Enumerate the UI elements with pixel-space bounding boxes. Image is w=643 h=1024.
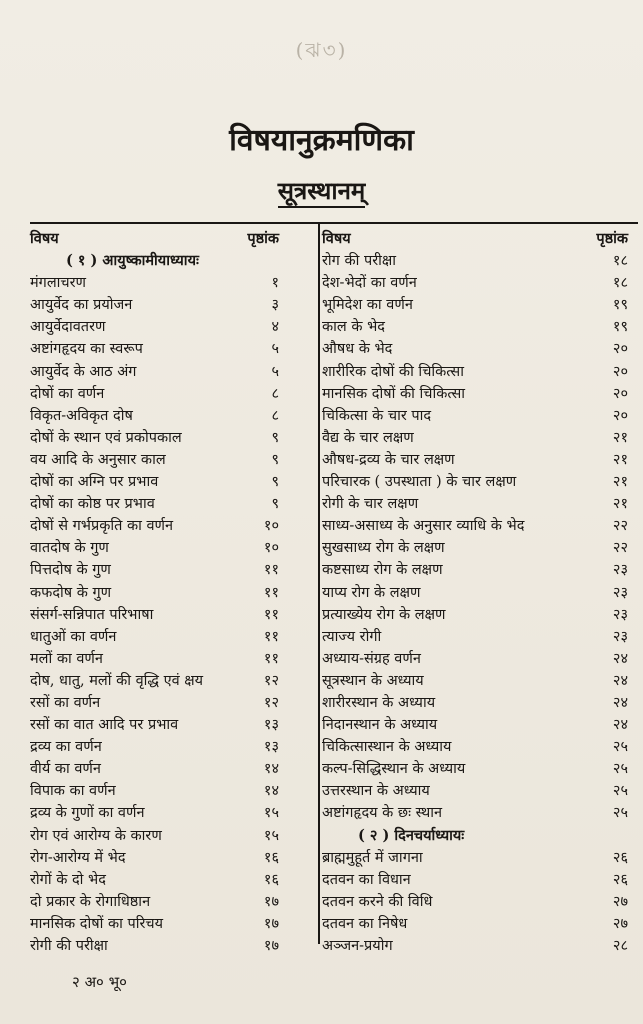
toc-entry [322, 559, 638, 581]
toc-entry [30, 869, 315, 891]
entry-page-number: ११ [263, 628, 279, 645]
entry-topic: रोगी की परीक्षा [30, 938, 108, 954]
entry-topic: कफदोष के गुण [30, 584, 112, 601]
entry-topic: निदानस्थान के अध्याय [322, 717, 438, 734]
toc-entry [30, 493, 315, 515]
entry-page-number: ८ [271, 385, 279, 402]
toc-entry [30, 825, 315, 847]
toc-entry [30, 427, 315, 449]
entry-topic: दोषों का वर्णन [30, 385, 105, 402]
entry-topic: औषध के भेद [322, 341, 393, 358]
toc-header-row [322, 228, 638, 250]
toc-right-column [322, 228, 638, 957]
entry-page-number: २५ [612, 783, 628, 800]
entry-topic: दोषों का अग्नि पर प्रभाव [30, 474, 159, 491]
entry-page-number: ५ [271, 363, 279, 380]
page-title: विषयानुक्रमणिका [229, 123, 414, 158]
toc-entry [30, 405, 315, 427]
entry-page-number: १४ [263, 783, 279, 800]
entry-page-number: २१ [612, 474, 628, 491]
chapter-heading: ( १ ) आयुष्कामीयाध्यायः [66, 252, 199, 270]
toc-entry [322, 338, 638, 360]
toc-entry [322, 714, 638, 736]
entry-page-number: १५ [263, 805, 279, 822]
entry-page-number: १ [271, 275, 279, 292]
toc-entry [30, 338, 315, 360]
entry-topic: ब्राह्ममुहूर्त में जागना [322, 849, 423, 866]
toc-entry [322, 626, 638, 648]
entry-topic: रोग-आरोग्य में भेद [30, 849, 126, 866]
toc-entry [30, 714, 315, 736]
toc-entry [30, 316, 315, 338]
entry-topic: अष्टांगहृदय के छः स्थान [322, 805, 443, 822]
entry-page-number: २७ [612, 893, 628, 910]
entry-topic: दोषों के स्थान एवं प्रकोपकाल [30, 429, 182, 446]
entry-page-number: २८ [612, 938, 628, 954]
entry-page-number: १७ [263, 915, 279, 932]
entry-topic: वय आदि के अनुसार काल [30, 451, 166, 468]
entry-topic: मलों का वर्णन [30, 650, 103, 667]
entry-topic: दतवन करने की विधि [322, 893, 433, 910]
entry-page-number: ९ [271, 429, 279, 446]
entry-topic: वैद्य के चार लक्षण [322, 429, 414, 446]
entry-topic: चिकित्सास्थान के अध्याय [322, 739, 452, 756]
toc-right-group-b [322, 847, 638, 957]
entry-topic: चिकित्सा के चार पाद [322, 407, 432, 424]
entry-topic: वातदोष के गुण [30, 540, 109, 557]
entry-topic: पित्तदोष के गुण [30, 562, 111, 579]
entry-page-number: २४ [612, 650, 628, 667]
entry-page-number: ११ [263, 650, 279, 667]
entry-topic: दोष, धातु, मलों की वृद्धि एवं क्षय [30, 672, 204, 689]
entry-topic: द्रव्य के गुणों का वर्णन [30, 805, 145, 822]
toc-entry [30, 582, 315, 604]
entry-page-number: ३ [271, 297, 279, 314]
toc-entry [30, 648, 315, 670]
toc-entry [322, 405, 638, 427]
entry-page-number: २१ [612, 429, 628, 446]
entry-topic: सुखसाध्य रोग के लक्षण [322, 540, 445, 557]
entry-topic: दतवन का विधान [322, 871, 411, 888]
entry-topic: काल के भेद [322, 319, 385, 336]
header-topic: विषय [30, 230, 59, 247]
entry-page-number: १५ [263, 827, 279, 844]
entry-page-number: २४ [612, 672, 628, 689]
toc-entry [30, 780, 315, 802]
toc-entry [30, 471, 315, 493]
toc-entry [30, 537, 315, 559]
page-footer-signature: २ अ० भू० [72, 973, 127, 991]
entry-topic: धातुओं का वर्णन [30, 628, 117, 645]
entry-page-number: २७ [612, 915, 628, 932]
entry-topic: अध्याय-संग्रह वर्णन [322, 650, 421, 667]
entry-topic: मानसिक दोषों की चिकित्सा [322, 385, 466, 402]
toc-entry [30, 692, 315, 714]
entry-topic: याप्य रोग के लक्षण [322, 584, 421, 601]
entry-topic: द्रव्य का वर्णन [30, 739, 102, 756]
entry-page-number: ५ [271, 341, 279, 358]
entry-topic: परिचारक ( उपस्थाता ) के चार लक्षण [322, 474, 517, 491]
entry-page-number: १४ [263, 761, 279, 778]
header-topic: विषय [322, 230, 351, 247]
header-page: पृष्ठांक [247, 230, 279, 247]
entry-topic: आयुर्वेद के आठ अंग [30, 363, 137, 380]
entry-topic: रसों का वात आदि पर प्रभाव [30, 717, 179, 734]
toc-entry [322, 427, 638, 449]
entry-topic: प्रत्याख्येय रोग के लक्षण [322, 606, 446, 623]
entry-topic: विपाक का वर्णन [30, 783, 116, 800]
entry-topic: त्याज्य रोगी [322, 628, 382, 645]
toc-entry [322, 537, 638, 559]
entry-page-number: २१ [612, 496, 628, 513]
toc-entry [30, 891, 315, 913]
entry-topic: दोषों का कोष्ठ पर प्रभाव [30, 496, 155, 513]
entry-page-number: ८ [271, 407, 279, 424]
toc-entry [30, 935, 315, 957]
entry-page-number: १७ [263, 938, 279, 954]
entry-topic: विकृत-अविकृत दोष [30, 407, 133, 424]
toc-entry [322, 493, 638, 515]
toc-entry [30, 272, 315, 294]
toc-entry [322, 648, 638, 670]
toc-entry [322, 913, 638, 935]
entry-page-number: १६ [263, 849, 279, 866]
toc-entry [30, 449, 315, 471]
entry-topic: सूत्रस्थान के अध्याय [322, 672, 424, 689]
chapter-heading: ( २ ) दिनचर्याध्यायः [358, 826, 465, 844]
toc-entry [322, 736, 638, 758]
entry-topic: शारीरिक दोषों की चिकित्सा [322, 363, 464, 380]
entry-page-number: १९ [612, 297, 628, 314]
entry-topic: साध्य-असाध्य के अनुसार व्याधि के भेद [322, 518, 525, 535]
entry-topic: दतवन का निषेध [322, 915, 408, 932]
entry-page-number: १२ [263, 694, 279, 711]
entry-page-number: ९ [271, 451, 279, 468]
toc-entry [30, 626, 315, 648]
toc-entry [322, 670, 638, 692]
toc-entry [322, 471, 638, 493]
toc-entry [322, 316, 638, 338]
toc-entry [30, 802, 315, 824]
entry-page-number: २५ [612, 761, 628, 778]
entry-page-number: २६ [612, 871, 628, 888]
toc-entry [322, 869, 638, 891]
entry-topic: वीर्य का वर्णन [30, 761, 101, 778]
entry-page-number: २० [612, 385, 628, 402]
entry-page-number: ११ [263, 606, 279, 623]
toc-entry [322, 935, 638, 957]
toc-entry [322, 361, 638, 383]
toc-right-group-a [322, 250, 638, 824]
toc-entry [322, 692, 638, 714]
toc-entry [322, 294, 638, 316]
toc-entry [30, 847, 315, 869]
entry-page-number: ११ [263, 584, 279, 601]
toc-entry [30, 294, 315, 316]
column-divider [318, 224, 320, 944]
toc-entry [322, 582, 638, 604]
page-header-mark: (ঝ৩) [295, 38, 348, 62]
toc-entry [30, 383, 315, 405]
entry-topic: आयुर्वेदावतरण [30, 319, 106, 336]
entry-topic: रोगी के चार लक्षण [322, 496, 419, 513]
entry-page-number: १२ [263, 672, 279, 689]
entry-page-number: २० [612, 407, 628, 424]
toc-entry [30, 361, 315, 383]
table-of-contents [30, 222, 638, 954]
entry-page-number: २६ [612, 849, 628, 866]
entry-topic: मंगलाचरण [30, 275, 87, 292]
toc-entry [30, 604, 315, 626]
entry-topic: शारीरस्थान के अध्याय [322, 694, 436, 711]
entry-page-number: २१ [612, 451, 628, 468]
toc-entry [322, 604, 638, 626]
entry-topic: रोग की परीक्षा [322, 253, 397, 270]
entry-page-number: १३ [263, 717, 279, 734]
entry-topic: रसों का वर्णन [30, 694, 101, 711]
entry-page-number: १० [263, 540, 279, 557]
toc-entry [30, 758, 315, 780]
entry-page-number: २२ [612, 540, 628, 557]
toc-entry [322, 383, 638, 405]
entry-page-number: १० [263, 518, 279, 535]
entry-page-number: २२ [612, 518, 628, 535]
entry-page-number: २३ [612, 584, 628, 601]
entry-page-number: २० [612, 341, 628, 358]
toc-entry [322, 449, 638, 471]
entry-page-number: २५ [612, 739, 628, 756]
entry-topic: देश-भेदों का वर्णन [322, 275, 417, 292]
entry-topic: रोग एवं आरोग्य के कारण [30, 827, 162, 844]
entry-topic: आयुर्वेद का प्रयोजन [30, 297, 133, 314]
header-page: पृष्ठांक [596, 230, 628, 247]
toc-entry [30, 913, 315, 935]
toc-entry [30, 559, 315, 581]
entry-topic: मानसिक दोषों का परिचय [30, 915, 164, 932]
entry-topic: कष्टसाध्य रोग के लक्षण [322, 562, 443, 579]
entry-page-number: ११ [263, 562, 279, 579]
entry-topic: भूमिदेश का वर्णन [322, 297, 413, 314]
toc-entry [30, 515, 315, 537]
toc-entry [322, 758, 638, 780]
toc-entry [322, 891, 638, 913]
entry-topic: कल्प-सिद्धिस्थान के अध्याय [322, 761, 466, 778]
toc-entry [322, 847, 638, 869]
section-subtitle: सूत्रस्थानम् [0, 174, 643, 207]
entry-page-number: २४ [612, 694, 628, 711]
toc-entry [322, 515, 638, 537]
entry-page-number: ९ [271, 474, 279, 491]
toc-entry [322, 780, 638, 802]
entry-page-number: २३ [612, 606, 628, 623]
entry-page-number: ४ [271, 319, 279, 336]
entry-page-number: २३ [612, 562, 628, 579]
entry-topic: दोषों से गर्भप्रकृति का वर्णन [30, 518, 174, 535]
entry-page-number: २३ [612, 628, 628, 645]
entry-topic: अष्टांगहृदय का स्वरूप [30, 341, 143, 358]
entry-page-number: १८ [612, 275, 628, 292]
toc-entry [30, 736, 315, 758]
entry-page-number: २५ [612, 805, 628, 822]
entry-topic: दो प्रकार के रोगाधिष्ठान [30, 893, 151, 910]
entry-page-number: १९ [612, 319, 628, 336]
entry-page-number: २० [612, 363, 628, 380]
entry-page-number: २४ [612, 717, 628, 734]
entry-topic: औषध-द्रव्य के चार लक्षण [322, 451, 455, 468]
entry-topic: अञ्जन-प्रयोग [322, 938, 393, 954]
toc-entry [322, 250, 638, 272]
toc-left-column [30, 228, 315, 957]
toc-entry [30, 670, 315, 692]
toc-entry [322, 272, 638, 294]
entry-page-number: १३ [263, 739, 279, 756]
toc-header-row [30, 228, 315, 250]
entry-page-number: १७ [263, 893, 279, 910]
entry-topic: रोगों के दो भेद [30, 871, 106, 888]
entry-topic: संसर्ग-सन्निपात परिभाषा [30, 606, 154, 623]
entry-page-number: १८ [612, 253, 628, 270]
entry-page-number: ९ [271, 496, 279, 513]
entry-page-number: १६ [263, 871, 279, 888]
entry-topic: उत्तरस्थान के अध्याय [322, 783, 430, 800]
toc-entry [322, 802, 638, 824]
